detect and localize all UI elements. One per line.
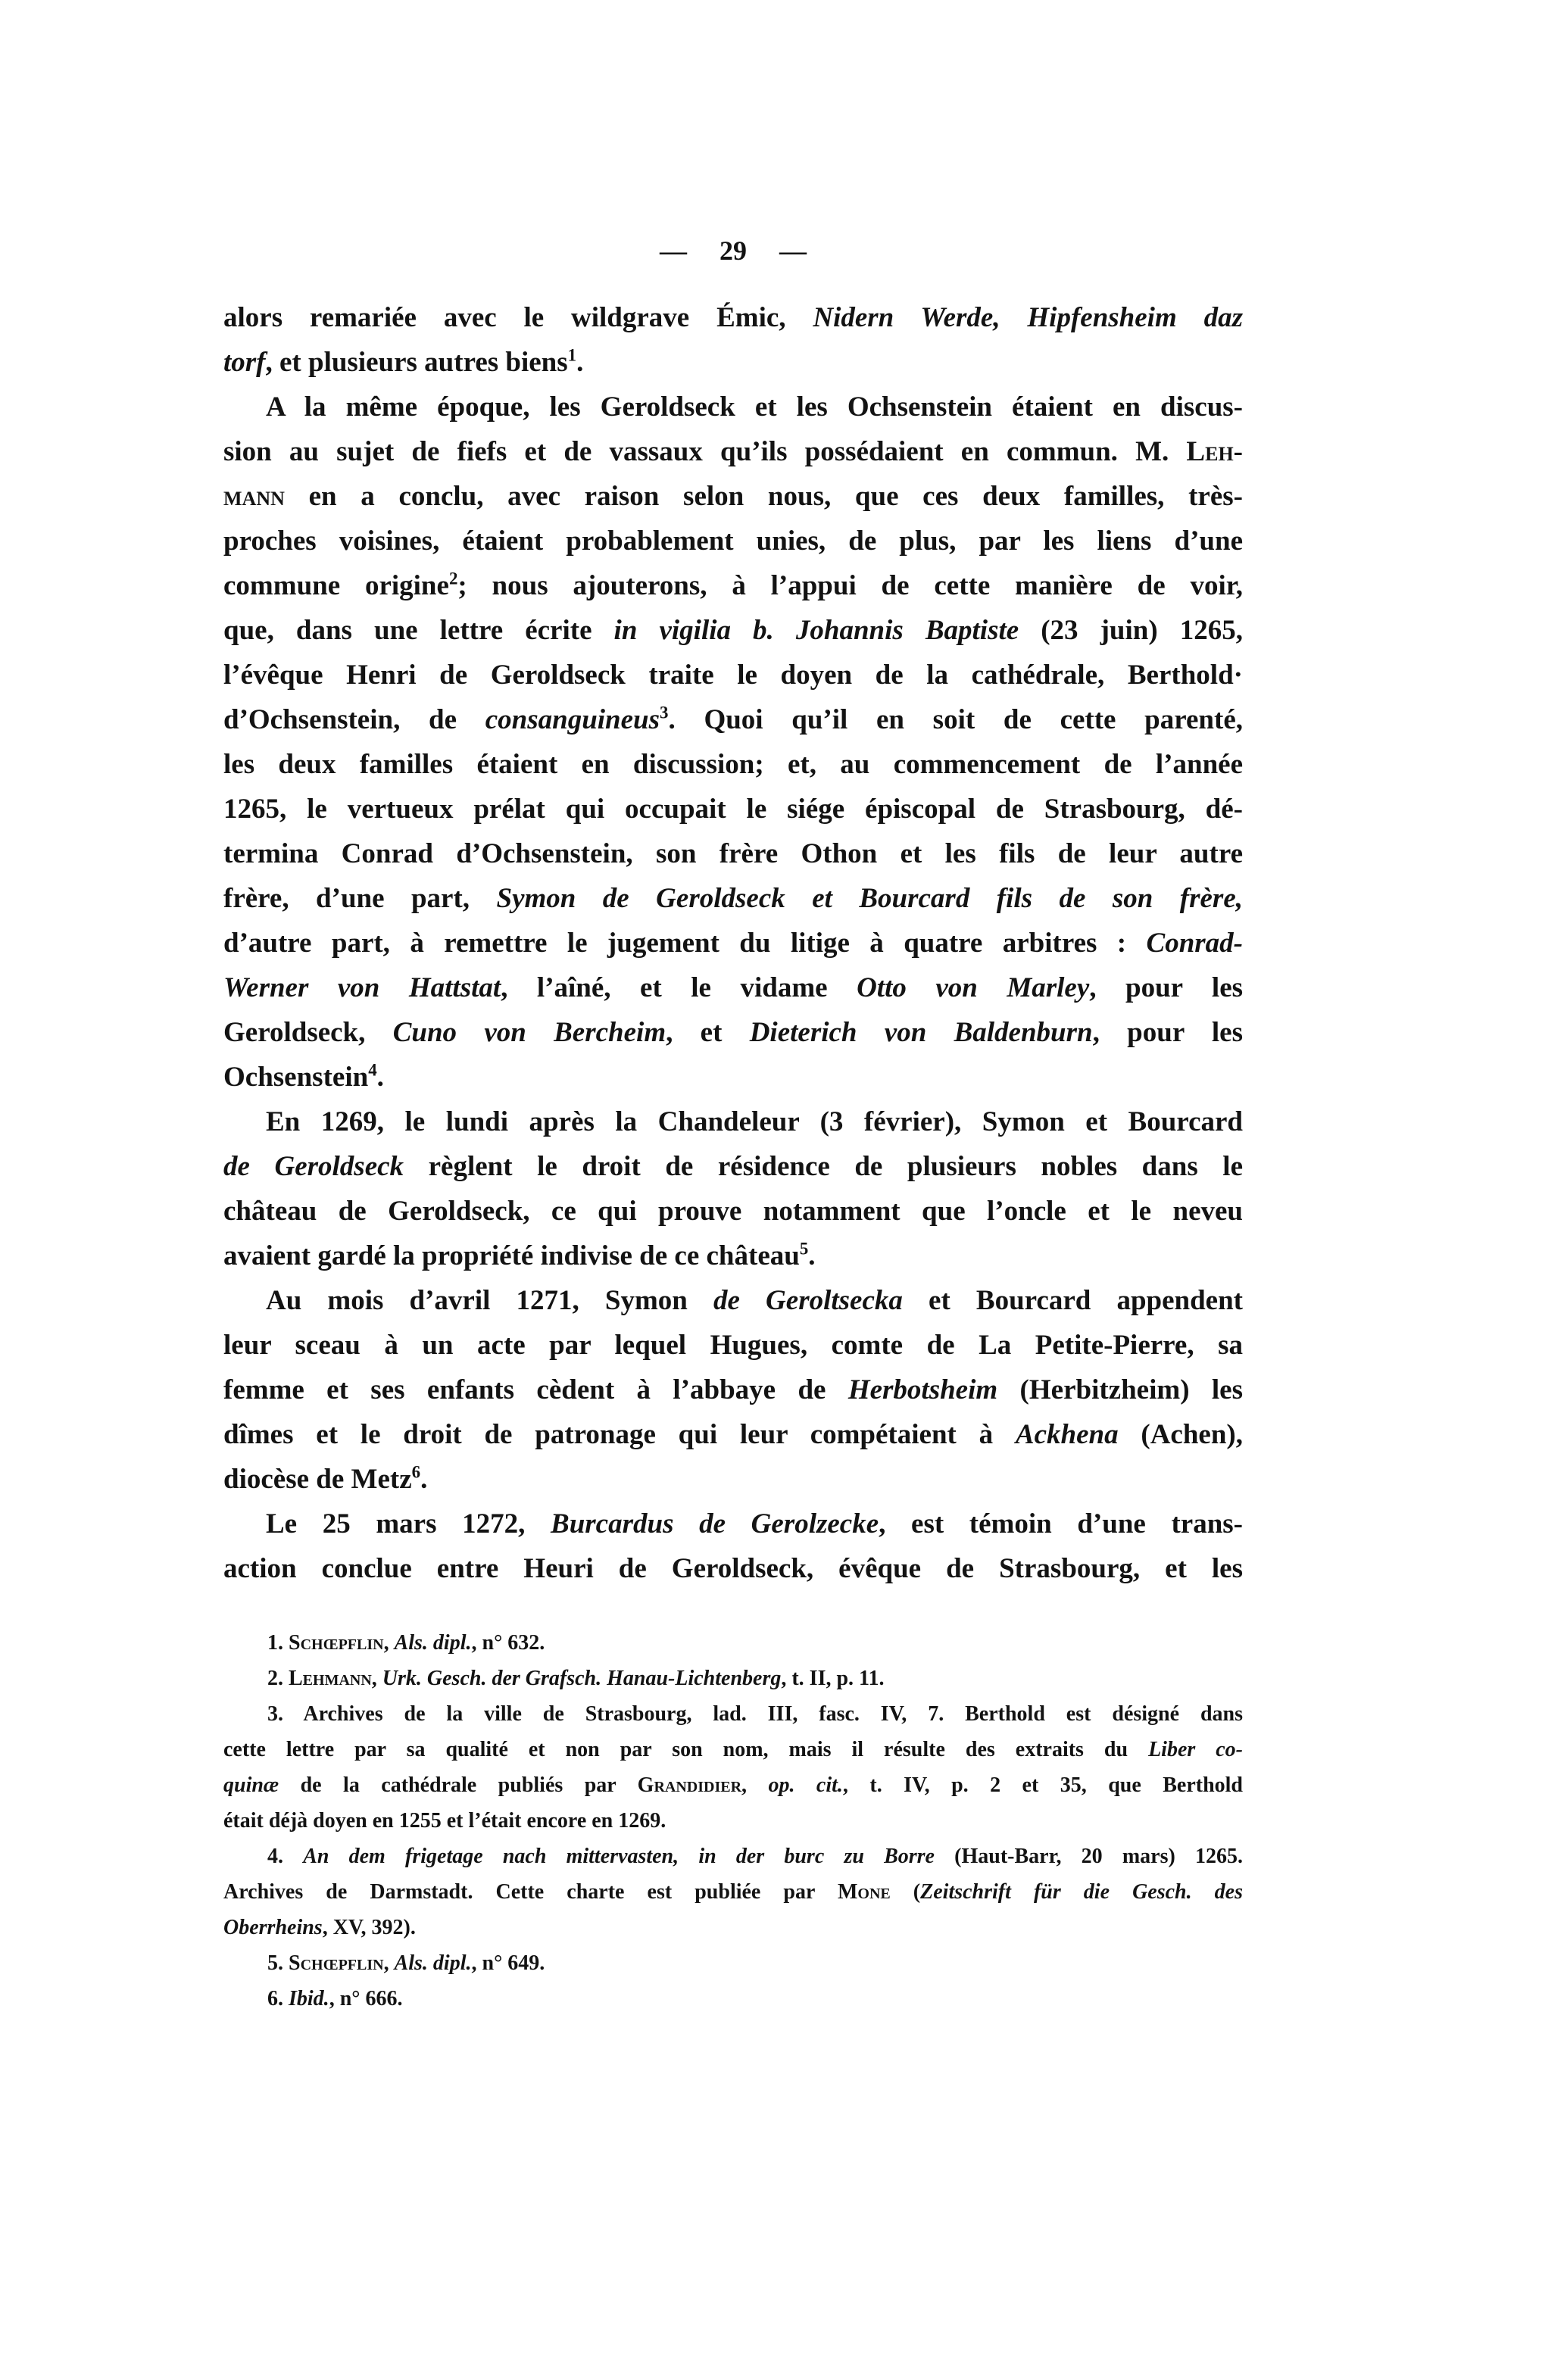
text-segment: , pour les [1089,972,1244,1003]
text-line [223,1144,1243,1189]
body-text [223,295,1243,1591]
text-segment: proches voisines, étaient probablement unies, de plus, par les liens d’une [223,526,1243,557]
text-line [223,1981,1243,2017]
text-segment: ; nous ajouterons, à l’appui de cette manière de voir, [457,570,1244,601]
text-segment: , n° 632. [471,1631,545,1655]
footnote-ref: 2 [448,569,458,588]
text-segment: 1265, le vertueux prélat qui occupait le siége épiscopal de Strasbourg, dé- [223,794,1243,825]
text-segment: , et plusieurs autres biens [265,347,568,378]
text-segment: , n° 666. [329,1987,403,2010]
text-segment: l’évêque Henri de Geroldseck traite le doyen de la cathédrale, Berthold· [223,660,1243,691]
text-segment: En 1269, le lundi après la Chandeleur (3 février), Symon et Bourcard [266,1106,1243,1137]
text-line [223,1502,1243,1546]
text-segment: . [808,1240,816,1271]
text-segment: 5. [267,1951,289,1975]
footnote-ref: 1 [567,345,577,365]
text-segment: frère, d’une part, [223,883,497,914]
text-segment: , [371,1667,382,1690]
text-line [223,519,1243,563]
text-segment: Herbotsheim [847,1374,998,1405]
text-segment: 6. [267,1987,289,2010]
text-segment: . [420,1464,428,1495]
text-line [223,1234,1243,1278]
text-line [223,385,1243,429]
text-line [223,1546,1243,1591]
text-line [223,831,1243,876]
text-segment: Otto von Marley [857,972,1090,1003]
text-line [223,608,1243,653]
footnote-ref: 6 [411,1462,421,1482]
text-segment: Nidern Werde, Hipfensheim daz [813,302,1243,333]
text-segment: termina Conrad d’Ochsenstein, son frère Othon et les fils de leur autre [223,838,1243,869]
text-segment: règlent le droit de résidence de plusieurs nobles dans le [404,1151,1243,1182]
text-segment: Ackhena [1015,1419,1119,1450]
text-segment: 1. [267,1631,289,1655]
footnote-ref: 3 [660,703,669,722]
text-line [223,1945,1243,1981]
text-segment: , t. II, p. 11. [781,1667,885,1690]
text-segment: que, dans une lettre écrite [223,615,614,646]
text-segment: (Achen), [1118,1419,1243,1450]
text-segment: mann [223,481,285,512]
text-line [223,876,1243,921]
text-segment: Au mois d’avril 1271, Symon [266,1285,714,1316]
text-segment: , l’aîné, et le vidame [501,972,857,1003]
text-segment: de Geroltsecka [713,1285,903,1316]
text-segment: d’Ochsenstein, de [223,704,485,735]
text-segment: Oberrheins [223,1916,323,1939]
text-line [223,1661,1243,1696]
text-line [223,563,1243,608]
text-segment: Archives de Darmstadt. Cette charte est publiée par [223,1880,838,1904]
text-line [223,653,1243,697]
text-segment: (Herbitzheim) les [997,1374,1243,1405]
text-line [223,1625,1243,1661]
text-segment: Schœpflin [289,1951,384,1975]
text-line [223,1457,1243,1502]
text-segment: leur sceau à un acte par lequel Hugues, comte de La Petite-Pierre, sa [223,1330,1243,1361]
text-segment: Urk. Gesch. der Grafsch. Hanau-Lichtenberg [382,1667,782,1690]
text-segment: commune origine [223,570,449,601]
text-segment: (23 juin) 1265, [1019,615,1243,646]
text-segment: sion au sujet de fiefs et de vassaux qu’ils possédaient en commun. M. [223,436,1187,467]
text-line [223,1767,1243,1803]
text-segment: An dem frigetage nach mittervasten, in der burc zu Borre [303,1845,935,1868]
text-segment: Conrad- [1146,928,1243,959]
text-segment: cette lettre par sa qualité et non par son nom, mais il résulte des extraits du [223,1738,1149,1761]
text-segment: alors remariée avec le wildgrave Émic, [223,302,813,333]
text-segment: Als. dipl. [394,1951,472,1975]
text-line [223,697,1243,742]
text-segment: Lehmann [289,1667,372,1690]
text-line [223,1100,1243,1144]
text-segment: (Haut-Barr, 20 mars) 1265. [935,1845,1243,1868]
text-line [223,429,1243,474]
text-segment: Grandidier [637,1773,742,1797]
text-segment: Als. dipl. [394,1631,472,1655]
text-segment: in vigilia b. Johannis Baptiste [613,615,1019,646]
text-line [223,1278,1243,1323]
text-line [223,787,1243,831]
text-segment: . Quoi qu’il en soit de cette parenté, [668,704,1243,735]
text-segment: , [383,1631,395,1655]
text-segment: château de Geroldseck, ce qui prouve notamment que l’oncle et le neveu [223,1196,1243,1227]
text-segment: 2. [267,1667,289,1690]
text-segment: Liber co- [1148,1738,1244,1761]
text-segment: action conclue entre Heuri de Geroldseck, évêque de Strasbourg, et les [223,1553,1243,1584]
text-line [223,965,1243,1010]
text-line [223,295,1243,340]
text-segment: Cuno von Bercheim [392,1017,666,1048]
text-line [223,1696,1243,1732]
text-line [223,1010,1243,1055]
text-segment: Dieterich von Baldenburn [749,1017,1093,1048]
text-segment: A la même époque, les Geroldseck et les Ochsenstein étaient en discus- [266,391,1243,423]
text-segment: de Geroldseck [223,1151,404,1182]
text-segment: femme et ses enfants cèdent à l’abbaye de [223,1374,848,1405]
text-segment: op. cit. [768,1773,843,1797]
text-line [223,1412,1243,1457]
text-segment: Werner von Hattstat [223,972,501,1003]
text-segment: , pour les [1092,1017,1243,1048]
text-segment: Geroldseck, [223,1017,393,1048]
text-segment: Leh- [1186,436,1243,467]
text-segment: Ochsenstein [223,1062,369,1093]
text-line [223,1732,1243,1767]
text-segment: en a conclu, avec raison selon nous, que ces deux familles, très- [284,481,1243,512]
text-segment: consanguineus [485,704,660,735]
text-line [223,1368,1243,1412]
text-segment: Zeitschrift für die Gesch. des [920,1880,1244,1904]
text-segment: dîmes et le droit de patronage qui leur compétaient à [223,1419,1016,1450]
text-segment: , [741,1773,769,1797]
footnotes [223,1625,1243,2017]
text-segment: , est témoin d’une trans- [879,1508,1243,1539]
text-line [223,1874,1243,1910]
text-segment: Mone [837,1880,891,1904]
text-segment: Le 25 mars 1272, [266,1508,551,1539]
text-segment: . [376,1062,384,1093]
text-line [223,1803,1243,1839]
text-line [223,921,1243,965]
text-segment: les deux familles étaient en discussion; et, au commencement de l’année [223,749,1243,780]
text-segment: . [576,347,584,378]
text-segment: , [383,1951,395,1975]
text-line [223,1910,1243,1945]
text-segment: Schœpflin [289,1631,384,1655]
text-segment: , t. IV, p. 2 et 35, que Berthold [842,1773,1243,1797]
text-segment: , XV, 392). [322,1916,416,1939]
text-segment: Burcardus de Gerolzecke [551,1508,879,1539]
text-segment: avaient gardé la propriété indivise de ce château [223,1240,800,1271]
text-line [223,742,1243,787]
text-segment: quinæ [223,1773,279,1797]
text-line [223,1189,1243,1234]
text-segment: 4. [267,1845,304,1868]
text-segment: Symon de Geroldseck et Bourcard fils de son frère, [496,883,1244,914]
text-segment: d’autre part, à remettre le jugement du litige à quatre arbitres : [223,928,1147,959]
text-segment: torf [223,347,266,378]
text-segment: et Bourcard appendent [902,1285,1243,1316]
footnote-ref: 5 [799,1239,809,1259]
text-segment: de la cathédrale publiés par [279,1773,638,1797]
footnote-ref: 4 [368,1060,377,1080]
text-line [223,340,1243,385]
text-segment: , et [666,1017,750,1048]
page-number: — 29 — [660,236,807,266]
text-segment: , n° 649. [471,1951,545,1975]
text-segment: était déjà doyen en 1255 et l’était encore en 1269. [223,1809,666,1833]
text-line [223,1055,1243,1100]
text-line [223,474,1243,519]
text-line [223,1323,1243,1368]
text-segment: ( [890,1880,921,1904]
text-segment: 3. Archives de la ville de Strasbourg, lad. III, fasc. IV, 7. Berthold est désigné dans [267,1702,1243,1726]
text-segment: diocèse de Metz [223,1464,412,1495]
text-segment: Ibid. [289,1987,329,2010]
text-line [223,1839,1243,1874]
